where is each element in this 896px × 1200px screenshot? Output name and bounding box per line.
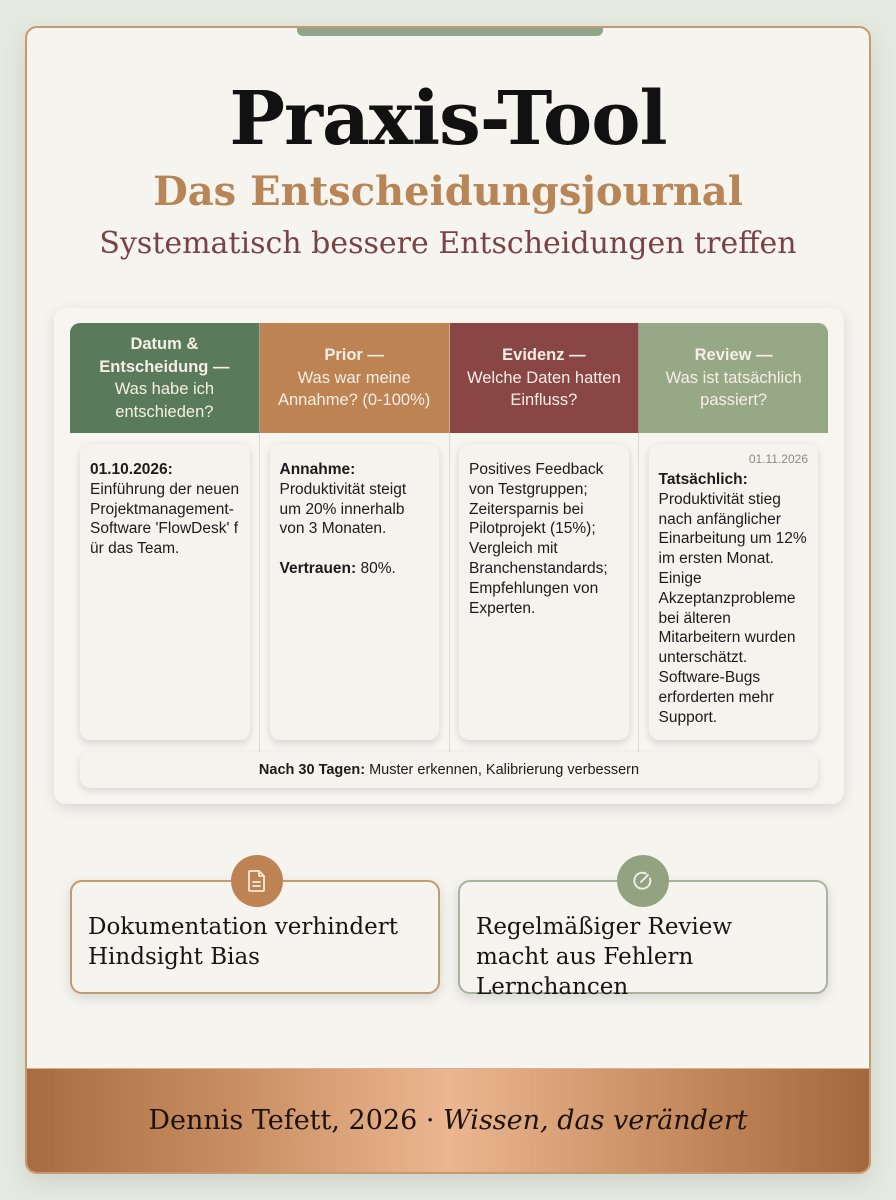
footer-band (27, 1068, 869, 1172)
column-header-decision (70, 323, 260, 433)
top-tab-decoration (297, 26, 603, 36)
column-header-review (639, 323, 828, 433)
entry-text: Einführung der neuen Projektmanagement-Software 'FlowDesk' für das Team. (90, 480, 240, 558)
table-footer-note (80, 752, 818, 788)
entry-text: Produktivität stieg nach anfänglicher Einarbeitung um 12% im ersten Monat. Einige Akzeptanzprobleme bei älteren Mitarbeitern wurden unterschätzt. Software-Bugs erforderten mehr Support. (658, 490, 807, 726)
entry-text: Produktivität steigt um 20% innerhalb von 3 Monaten. (279, 480, 407, 538)
footer-slogan: Wissen, das verändert (443, 1105, 748, 1136)
entry-card-decision (80, 444, 250, 740)
column-header-question: Was ist tatsächlich passiert? (665, 368, 802, 410)
column-header-title: Prior — (324, 346, 384, 365)
column-header-prior (260, 323, 450, 433)
table-header-row (70, 323, 828, 433)
entry-card-prior (270, 444, 440, 740)
insight-card-documentation (70, 880, 440, 994)
column-header-evidence (450, 323, 640, 433)
page-title: Praxis-Tool (229, 76, 667, 162)
entry-card-review (649, 444, 819, 740)
column-header-title: Evidenz — (502, 346, 586, 365)
journal-table (54, 308, 844, 804)
document-icon (231, 855, 283, 907)
footer-note-label: Nach 30 Tagen: (258, 762, 366, 778)
confidence-label: Vertrauen: (279, 559, 357, 577)
footer-note-text: Muster erkennen, Kalibrierung verbessern (369, 762, 640, 778)
footer-author: Dennis Tefett, 2026 · (148, 1105, 435, 1136)
entry-card-evidence (459, 444, 629, 740)
review-date: 01.11.2026 (748, 452, 808, 466)
entry-label: Tatsächlich: (658, 471, 748, 488)
column-header-question: Welche Daten hatten Einfluss? (466, 368, 621, 410)
poster-frame (25, 26, 871, 1174)
column-header-title: Datum & Entscheidung — (99, 335, 230, 376)
entry-label: Annahme: (279, 461, 356, 478)
page-subtitle: Das Entscheidungsjournal (153, 168, 743, 215)
check-circle-icon (617, 855, 669, 907)
confidence-value: 80%. (360, 559, 396, 577)
column-header-title: Review — (694, 346, 773, 365)
entry-text: Positives Feedback von Testgruppen; Zeitersparnis bei Pilotprojekt (15%); Vergleich mit Branchenstandards; Empfehlungen von Experten. (469, 461, 608, 617)
table-body-row (70, 444, 828, 740)
column-header-question: Was war meine Annahme? (0-100%) (277, 368, 431, 410)
column-header-question: Was habe ich entschieden? (114, 380, 215, 421)
insight-card-review (458, 880, 828, 1000)
insight-text: Regelmäßiger Review macht aus Fehlern Lernchancen (476, 914, 733, 1000)
entry-date: 01.10.2026: (90, 461, 173, 478)
page-tagline: Systematisch bessere Entscheidungen treffen (99, 226, 797, 261)
insight-text: Dokumentation verhindert Hindsight Bias (88, 914, 398, 970)
